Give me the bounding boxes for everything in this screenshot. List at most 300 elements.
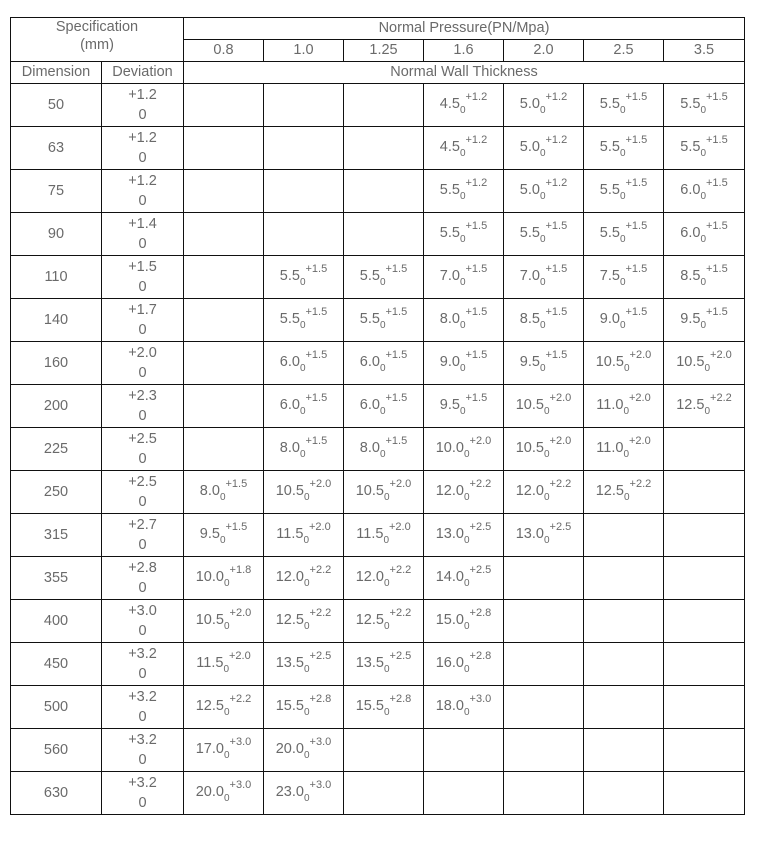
deviation-upper: +1.4	[128, 216, 157, 232]
deviation-lower: 0	[138, 752, 147, 768]
thickness-lower-tolerance: 0	[543, 492, 550, 504]
deviation-cell	[102, 557, 184, 600]
spec-line-2: (mm)	[80, 37, 114, 54]
thickness-nominal: 7.0	[439, 268, 460, 285]
thickness-nominal: 20.0	[195, 784, 224, 801]
thickness-lower-tolerance: 0	[223, 578, 230, 590]
thickness-cell	[584, 213, 664, 256]
table-row	[11, 256, 745, 299]
deviation-upper: +3.2	[128, 732, 157, 748]
table-row	[11, 729, 745, 772]
thickness-upper-tolerance: +2.2	[549, 478, 572, 491]
thickness-lower-tolerance: 0	[619, 191, 626, 203]
thickness-cell	[424, 299, 504, 342]
deviation-lower: 0	[138, 365, 147, 381]
thickness-value	[435, 478, 492, 504]
thickness-lower-tolerance: 0	[383, 492, 390, 504]
thickness-lower-tolerance: 0	[303, 750, 310, 762]
thickness-cell	[664, 686, 745, 729]
table-row	[11, 514, 745, 557]
thickness-lower-tolerance: 0	[700, 320, 706, 332]
thickness-cell	[264, 213, 344, 256]
dimension-cell: 225	[11, 428, 102, 471]
thickness-cell	[344, 342, 424, 385]
thickness-cell	[424, 600, 504, 643]
deviation-upper: +2.5	[128, 474, 157, 490]
thickness-cell	[264, 686, 344, 729]
deviation-cell	[102, 385, 184, 428]
thickness-cell	[424, 127, 504, 170]
thickness-upper-tolerance: +2.0	[549, 435, 572, 448]
thickness-lower-tolerance: 0	[383, 621, 390, 633]
thickness-lower-tolerance: 0	[383, 578, 390, 590]
thickness-value	[279, 435, 328, 461]
thickness-upper-tolerance: +1.2	[545, 134, 568, 147]
thickness-lower-tolerance: 0	[379, 406, 386, 418]
thickness-nominal: 15.0	[435, 612, 464, 629]
thickness-value	[680, 177, 728, 203]
thickness-lower-tolerance: 0	[704, 406, 711, 418]
thickness-upper-tolerance: +1.5	[545, 220, 568, 233]
thickness-cell	[584, 557, 664, 600]
thickness-value	[519, 306, 568, 332]
thickness-lower-tolerance: 0	[463, 621, 470, 633]
thickness-cell	[664, 514, 745, 557]
deviation-cell	[102, 772, 184, 815]
deviation-cell	[102, 213, 184, 256]
thickness-lower-tolerance: 0	[459, 105, 466, 117]
thickness-nominal: 11.0	[596, 440, 624, 457]
thickness-upper-tolerance: +1.5	[625, 134, 648, 147]
thickness-nominal: 5.5	[439, 225, 460, 242]
thickness-cell	[344, 127, 424, 170]
wall-thickness-header: Normal Wall Thickness	[184, 62, 745, 84]
thickness-lower-tolerance: 0	[303, 578, 310, 590]
thickness-cell	[424, 729, 504, 772]
thickness-cell	[264, 643, 344, 686]
thickness-cell	[184, 299, 264, 342]
thickness-nominal: 13.5	[355, 655, 384, 672]
thickness-nominal: 10.5	[515, 397, 544, 414]
deviation-header: Deviation	[102, 62, 184, 84]
thickness-lower-tolerance: 0	[223, 664, 229, 676]
thickness-upper-tolerance: +1.2	[545, 177, 568, 190]
table-row	[11, 686, 745, 729]
pressure-0.8: 0.8	[184, 40, 264, 62]
thickness-nominal: 16.0	[435, 655, 464, 672]
deviation-lower: 0	[138, 451, 147, 467]
thickness-upper-tolerance: +1.5	[305, 392, 328, 405]
thickness-cell	[264, 729, 344, 772]
deviation-lower: 0	[138, 279, 147, 295]
thickness-cell	[424, 471, 504, 514]
deviation-upper: +2.3	[128, 388, 157, 404]
thickness-cell	[424, 84, 504, 127]
thickness-value	[676, 392, 732, 418]
header-row-3	[11, 62, 745, 84]
thickness-cell	[504, 84, 584, 127]
thickness-nominal: 4.5	[439, 96, 460, 113]
thickness-nominal: 11.0	[596, 397, 624, 414]
thickness-lower-tolerance: 0	[459, 320, 466, 332]
thickness-nominal: 6.0	[279, 397, 300, 414]
thickness-cell	[344, 213, 424, 256]
thickness-cell	[584, 600, 664, 643]
thickness-lower-tolerance: 0	[463, 578, 470, 590]
thickness-lower-tolerance: 0	[223, 750, 230, 762]
thickness-upper-tolerance: +2.8	[469, 607, 492, 620]
thickness-value	[439, 220, 488, 246]
thickness-cell	[184, 772, 264, 815]
thickness-upper-tolerance: +1.5	[305, 263, 328, 276]
thickness-value	[275, 564, 332, 590]
thickness-upper-tolerance: +1.5	[225, 521, 248, 534]
table-row	[11, 643, 745, 686]
thickness-lower-tolerance: 0	[303, 621, 310, 633]
thickness-upper-tolerance: +2.0	[309, 478, 332, 491]
thickness-value	[355, 564, 412, 590]
deviation-cell	[102, 84, 184, 127]
dimension-cell: 75	[11, 170, 102, 213]
thickness-cell	[264, 600, 344, 643]
deviation-cell	[102, 170, 184, 213]
thickness-cell	[264, 471, 344, 514]
thickness-upper-tolerance: +1.5	[706, 134, 728, 147]
deviation-lower: 0	[138, 537, 147, 553]
pressure-title: Normal Pressure(PN/Mpa)	[184, 18, 745, 40]
thickness-cell	[504, 686, 584, 729]
thickness-upper-tolerance: +1.5	[625, 177, 648, 190]
thickness-lower-tolerance: 0	[623, 406, 629, 418]
thickness-cell	[184, 256, 264, 299]
thickness-cell	[664, 256, 745, 299]
thickness-lower-tolerance: 0	[700, 191, 706, 203]
thickness-nominal: 12.5	[275, 612, 304, 629]
thickness-upper-tolerance: +3.0	[469, 693, 492, 706]
thickness-nominal: 5.5	[519, 225, 540, 242]
deviation-upper: +1.7	[128, 302, 157, 318]
thickness-cell	[344, 686, 424, 729]
thickness-cell	[184, 686, 264, 729]
thickness-nominal: 9.5	[680, 311, 701, 328]
thickness-upper-tolerance: +3.0	[309, 736, 332, 749]
thickness-nominal: 23.0	[275, 784, 304, 801]
thickness-cell	[584, 514, 664, 557]
deviation-cell	[102, 729, 184, 772]
thickness-lower-tolerance: 0	[379, 449, 386, 461]
thickness-cell	[264, 170, 344, 213]
thickness-upper-tolerance: +2.5	[469, 564, 492, 577]
deviation-cell	[102, 686, 184, 729]
thickness-upper-tolerance: +2.0	[389, 521, 411, 534]
thickness-value	[199, 478, 248, 504]
thickness-upper-tolerance: +2.5	[309, 650, 332, 663]
thickness-cell	[424, 686, 504, 729]
thickness-upper-tolerance: +1.5	[385, 263, 408, 276]
thickness-nominal: 5.5	[599, 139, 620, 156]
thickness-cell	[504, 557, 584, 600]
thickness-value	[275, 736, 332, 762]
thickness-cell	[664, 643, 745, 686]
thickness-lower-tolerance: 0	[219, 492, 226, 504]
thickness-value	[680, 220, 728, 246]
thickness-upper-tolerance: +2.0	[229, 607, 252, 620]
thickness-cell	[264, 342, 344, 385]
thickness-lower-tolerance: 0	[539, 363, 546, 375]
thickness-nominal: 13.0	[515, 526, 544, 543]
thickness-cell	[184, 213, 264, 256]
thickness-cell	[504, 729, 584, 772]
thickness-value	[595, 478, 652, 504]
thickness-lower-tolerance: 0	[223, 793, 230, 805]
thickness-cell	[664, 213, 745, 256]
thickness-upper-tolerance: +1.5	[305, 435, 328, 448]
thickness-lower-tolerance: 0	[539, 234, 546, 246]
thickness-upper-tolerance: +2.0	[389, 478, 412, 491]
thickness-value	[355, 693, 412, 719]
pressure-2.0: 2.0	[504, 40, 584, 62]
thickness-nominal: 9.5	[199, 526, 220, 543]
thickness-lower-tolerance: 0	[383, 664, 390, 676]
thickness-upper-tolerance: +1.5	[545, 263, 568, 276]
dimension-cell: 63	[11, 127, 102, 170]
thickness-value	[195, 607, 252, 633]
thickness-value	[279, 263, 328, 289]
thickness-upper-tolerance: +2.0	[629, 349, 652, 362]
thickness-value	[519, 177, 568, 203]
thickness-lower-tolerance: 0	[219, 535, 226, 547]
thickness-cell	[584, 299, 664, 342]
deviation-lower: 0	[138, 150, 147, 166]
thickness-nominal: 10.5	[195, 612, 224, 629]
thickness-nominal: 15.5	[275, 698, 304, 715]
thickness-upper-tolerance: +2.2	[309, 564, 332, 577]
thickness-upper-tolerance: +2.8	[389, 693, 412, 706]
thickness-cell	[504, 385, 584, 428]
thickness-cell	[584, 127, 664, 170]
thickness-value	[435, 521, 492, 547]
thickness-cell	[184, 729, 264, 772]
thickness-nominal: 8.0	[439, 311, 460, 328]
thickness-nominal: 8.0	[199, 483, 220, 500]
thickness-value	[439, 306, 488, 332]
spec-line-1: Specification	[55, 19, 139, 35]
thickness-cell	[584, 643, 664, 686]
thickness-cell	[584, 428, 664, 471]
thickness-cell	[664, 170, 745, 213]
thickness-cell	[184, 600, 264, 643]
thickness-upper-tolerance: +2.8	[309, 693, 332, 706]
thickness-lower-tolerance: 0	[539, 148, 546, 160]
thickness-lower-tolerance: 0	[303, 492, 310, 504]
deviation-lower: 0	[138, 494, 147, 510]
thickness-lower-tolerance: 0	[623, 449, 629, 461]
thickness-cell	[184, 342, 264, 385]
thickness-upper-tolerance: +2.0	[229, 650, 251, 663]
thickness-cell	[504, 600, 584, 643]
thickness-lower-tolerance: 0	[303, 664, 310, 676]
thickness-value	[599, 306, 648, 332]
thickness-upper-tolerance: +2.2	[710, 392, 732, 405]
dimension-cell: 250	[11, 471, 102, 514]
deviation-cell	[102, 600, 184, 643]
deviation-upper: +3.2	[128, 775, 157, 791]
thickness-nominal: 14.0	[435, 569, 464, 586]
thickness-cell	[344, 256, 424, 299]
thickness-cell	[664, 729, 745, 772]
dimension-cell: 110	[11, 256, 102, 299]
thickness-cell	[264, 428, 344, 471]
table-row	[11, 385, 745, 428]
thickness-cell	[344, 428, 424, 471]
thickness-cell	[424, 256, 504, 299]
thickness-value	[275, 650, 332, 676]
thickness-lower-tolerance: 0	[223, 621, 230, 633]
table-row	[11, 213, 745, 256]
thickness-cell	[344, 471, 424, 514]
thickness-lower-tolerance: 0	[543, 449, 550, 461]
thickness-value	[195, 736, 252, 762]
thickness-upper-tolerance: +2.0	[629, 392, 651, 405]
thickness-cell	[264, 772, 344, 815]
thickness-nominal: 5.5	[599, 182, 620, 199]
thickness-lower-tolerance: 0	[543, 535, 550, 547]
thickness-cell	[344, 84, 424, 127]
table-row	[11, 127, 745, 170]
thickness-value	[435, 607, 492, 633]
deviation-upper: +1.5	[128, 259, 157, 275]
thickness-value	[519, 263, 568, 289]
thickness-value	[279, 306, 328, 332]
deviation-lower: 0	[138, 408, 147, 424]
thickness-cell	[584, 772, 664, 815]
thickness-upper-tolerance: +1.5	[465, 263, 488, 276]
deviation-upper: +3.2	[128, 689, 157, 705]
table-row	[11, 471, 745, 514]
thickness-upper-tolerance: +2.2	[309, 607, 332, 620]
thickness-cell	[504, 428, 584, 471]
thickness-upper-tolerance: +1.5	[706, 306, 728, 319]
thickness-value	[439, 392, 488, 418]
thickness-cell	[584, 342, 664, 385]
deviation-upper: +1.2	[128, 130, 157, 146]
thickness-cell	[584, 84, 664, 127]
thickness-nominal: 6.0	[279, 354, 300, 371]
table-row	[11, 299, 745, 342]
thickness-nominal: 10.5	[355, 483, 384, 500]
thickness-value	[595, 349, 652, 375]
thickness-upper-tolerance: +2.0	[309, 521, 331, 534]
dimension-cell: 200	[11, 385, 102, 428]
thickness-upper-tolerance: +2.2	[469, 478, 492, 491]
thickness-value	[596, 392, 651, 418]
thickness-cell	[664, 557, 745, 600]
thickness-cell	[344, 600, 424, 643]
deviation-upper: +3.2	[128, 646, 157, 662]
thickness-nominal: 5.0	[519, 139, 540, 156]
thickness-upper-tolerance: +1.5	[465, 392, 488, 405]
thickness-lower-tolerance: 0	[619, 105, 626, 117]
thickness-value	[599, 177, 648, 203]
thickness-nominal: 10.5	[595, 354, 624, 371]
thickness-lower-tolerance: 0	[700, 234, 706, 246]
thickness-cell	[184, 84, 264, 127]
thickness-upper-tolerance: +1.8	[229, 564, 252, 577]
deviation-upper: +1.2	[128, 87, 157, 103]
thickness-upper-tolerance: +1.5	[706, 177, 728, 190]
deviation-lower: 0	[138, 795, 147, 811]
thickness-upper-tolerance: +3.0	[229, 779, 252, 792]
thickness-cell	[504, 299, 584, 342]
thickness-nominal: 5.5	[680, 96, 701, 113]
thickness-cell	[184, 471, 264, 514]
thickness-lower-tolerance: 0	[303, 707, 310, 719]
thickness-lower-tolerance: 0	[383, 535, 389, 547]
table-row	[11, 428, 745, 471]
thickness-lower-tolerance: 0	[379, 277, 386, 289]
thickness-cell	[664, 772, 745, 815]
thickness-lower-tolerance: 0	[700, 105, 706, 117]
thickness-lower-tolerance: 0	[463, 664, 470, 676]
thickness-value	[599, 220, 648, 246]
thickness-nominal: 9.5	[439, 397, 460, 414]
thickness-nominal: 5.0	[519, 96, 540, 113]
thickness-cell	[344, 299, 424, 342]
thickness-upper-tolerance: +1.5	[305, 306, 328, 319]
header-row-1	[11, 18, 745, 40]
dimension-cell: 560	[11, 729, 102, 772]
thickness-cell	[184, 127, 264, 170]
thickness-lower-tolerance: 0	[299, 406, 306, 418]
thickness-nominal: 20.0	[275, 741, 304, 758]
thickness-nominal: 12.0	[435, 483, 464, 500]
thickness-value	[435, 435, 492, 461]
thickness-value	[519, 220, 568, 246]
thickness-upper-tolerance: +1.5	[465, 349, 488, 362]
thickness-upper-tolerance: +2.2	[389, 607, 412, 620]
thickness-cell	[664, 342, 745, 385]
thickness-cell	[504, 170, 584, 213]
thickness-nominal: 12.5	[195, 698, 224, 715]
thickness-nominal: 5.5	[359, 311, 380, 328]
thickness-value	[680, 91, 728, 117]
thickness-value	[515, 478, 572, 504]
table-row	[11, 557, 745, 600]
thickness-cell	[184, 643, 264, 686]
thickness-upper-tolerance: +2.2	[629, 478, 652, 491]
deviation-lower: 0	[138, 236, 147, 252]
thickness-lower-tolerance: 0	[623, 492, 630, 504]
thickness-lower-tolerance: 0	[459, 234, 466, 246]
thickness-value	[680, 263, 728, 289]
thickness-nominal: 5.5	[439, 182, 460, 199]
thickness-cell	[664, 385, 745, 428]
thickness-cell	[264, 299, 344, 342]
deviation-upper: +2.0	[128, 345, 157, 361]
thickness-upper-tolerance: +1.2	[465, 177, 488, 190]
thickness-lower-tolerance: 0	[299, 320, 306, 332]
thickness-upper-tolerance: +2.0	[469, 435, 492, 448]
thickness-lower-tolerance: 0	[704, 363, 711, 375]
thickness-upper-tolerance: +2.5	[389, 650, 412, 663]
thickness-nominal: 10.0	[195, 569, 224, 586]
thickness-lower-tolerance: 0	[379, 320, 386, 332]
deviation-cell	[102, 127, 184, 170]
thickness-cell	[424, 428, 504, 471]
dimension-cell: 355	[11, 557, 102, 600]
thickness-cell	[264, 127, 344, 170]
deviation-lower: 0	[138, 666, 147, 682]
